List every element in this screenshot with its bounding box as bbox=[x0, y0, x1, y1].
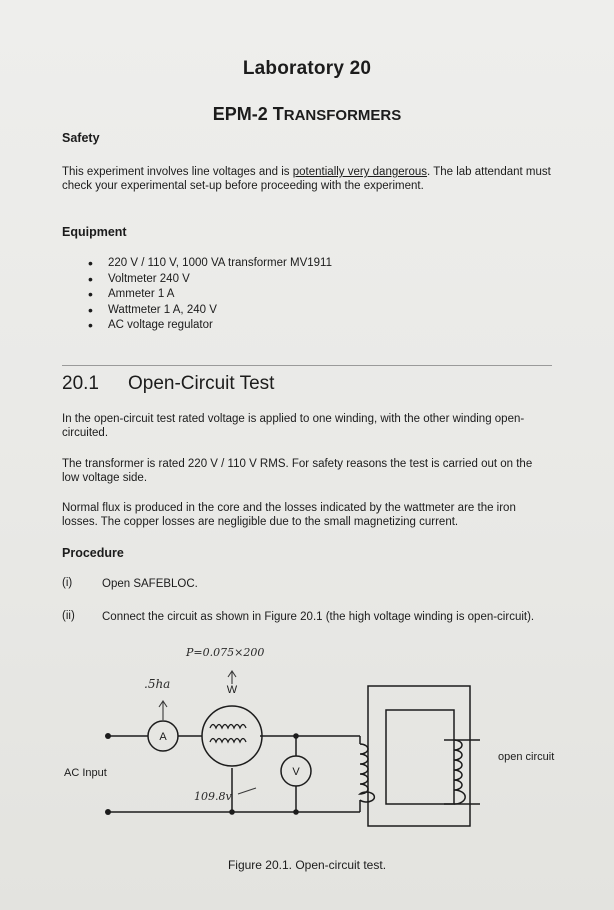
equipment-list bbox=[88, 256, 332, 334]
paragraph: Normal flux is produced in the core and the losses indicated by the wattmeter are the iron losses. The copper losses are negligible due to the small magnetizing current. bbox=[62, 502, 516, 528]
open-circuit-label: open circuit bbox=[498, 751, 555, 763]
transformer-core-inner bbox=[386, 710, 454, 804]
list-item: • Wattmeter 1 A, 240 V bbox=[88, 303, 332, 319]
step-text: Open SAFEBLOC. bbox=[102, 578, 198, 590]
section-number: 20.1 bbox=[62, 373, 99, 394]
annotation-arrow bbox=[238, 788, 256, 794]
lab-title: EPM-2 TRANSFORMERS bbox=[212, 104, 402, 124]
safety-heading: Safety bbox=[62, 131, 100, 145]
equipment-heading: Equipment bbox=[62, 225, 127, 239]
ac-input-label: AC Input bbox=[64, 767, 107, 779]
voltmeter bbox=[281, 756, 311, 786]
wattmeter bbox=[202, 684, 262, 766]
ammeter bbox=[148, 721, 178, 751]
list-item: • AC voltage regulator bbox=[88, 318, 332, 334]
lab-number: Laboratory 20 bbox=[242, 58, 372, 79]
input-terminal-top bbox=[105, 733, 111, 739]
current-coil bbox=[210, 725, 246, 729]
primary-winding bbox=[360, 744, 374, 802]
list-item: • Ammeter 1 A bbox=[88, 287, 332, 303]
handwritten-power: P=0.075×200 bbox=[186, 646, 265, 659]
input-terminal-bottom bbox=[105, 809, 111, 815]
ammeter-label: A bbox=[159, 731, 167, 743]
step-text: Connect the circuit as shown in Figure 20.1 (the high voltage winding is open-circuit). bbox=[102, 611, 535, 623]
figure-caption: Figure 20.1. Open-circuit test. bbox=[227, 858, 387, 872]
circuit-diagram bbox=[60, 640, 580, 850]
handwritten-voltage: 109.8v bbox=[194, 790, 232, 803]
list-item: • 220 V / 110 V, 1000 VA transformer MV1911 bbox=[88, 256, 332, 272]
section-title: Open-Circuit Test bbox=[128, 373, 275, 394]
list-item: • Voltmeter 240 V bbox=[88, 272, 332, 288]
paragraph: The transformer is rated 220 V / 110 V RMS. For safety reasons the test is carried out on the low voltage side. bbox=[62, 458, 533, 484]
wattmeter-label: W bbox=[226, 684, 238, 696]
step-number: (i) bbox=[62, 577, 73, 589]
paragraph: In the open-circuit test rated voltage is applied to one winding, with the other winding open-circuited. bbox=[62, 413, 525, 439]
step-number: (ii) bbox=[62, 610, 75, 622]
junction-dot bbox=[293, 733, 299, 739]
safety-text: This experiment involves line voltages and is potentially very dangerous. The lab attendant must check your experimental set-up before proceeding with the experiment. bbox=[62, 166, 551, 192]
procedure-heading: Procedure bbox=[62, 546, 124, 560]
voltmeter-label: V bbox=[292, 766, 300, 778]
section-divider bbox=[62, 365, 552, 366]
voltage-coil bbox=[210, 739, 246, 743]
junction-dot bbox=[293, 809, 299, 815]
secondary-winding bbox=[454, 740, 465, 804]
junction-dot bbox=[229, 809, 235, 815]
handwritten-current: .5ha bbox=[144, 677, 171, 691]
